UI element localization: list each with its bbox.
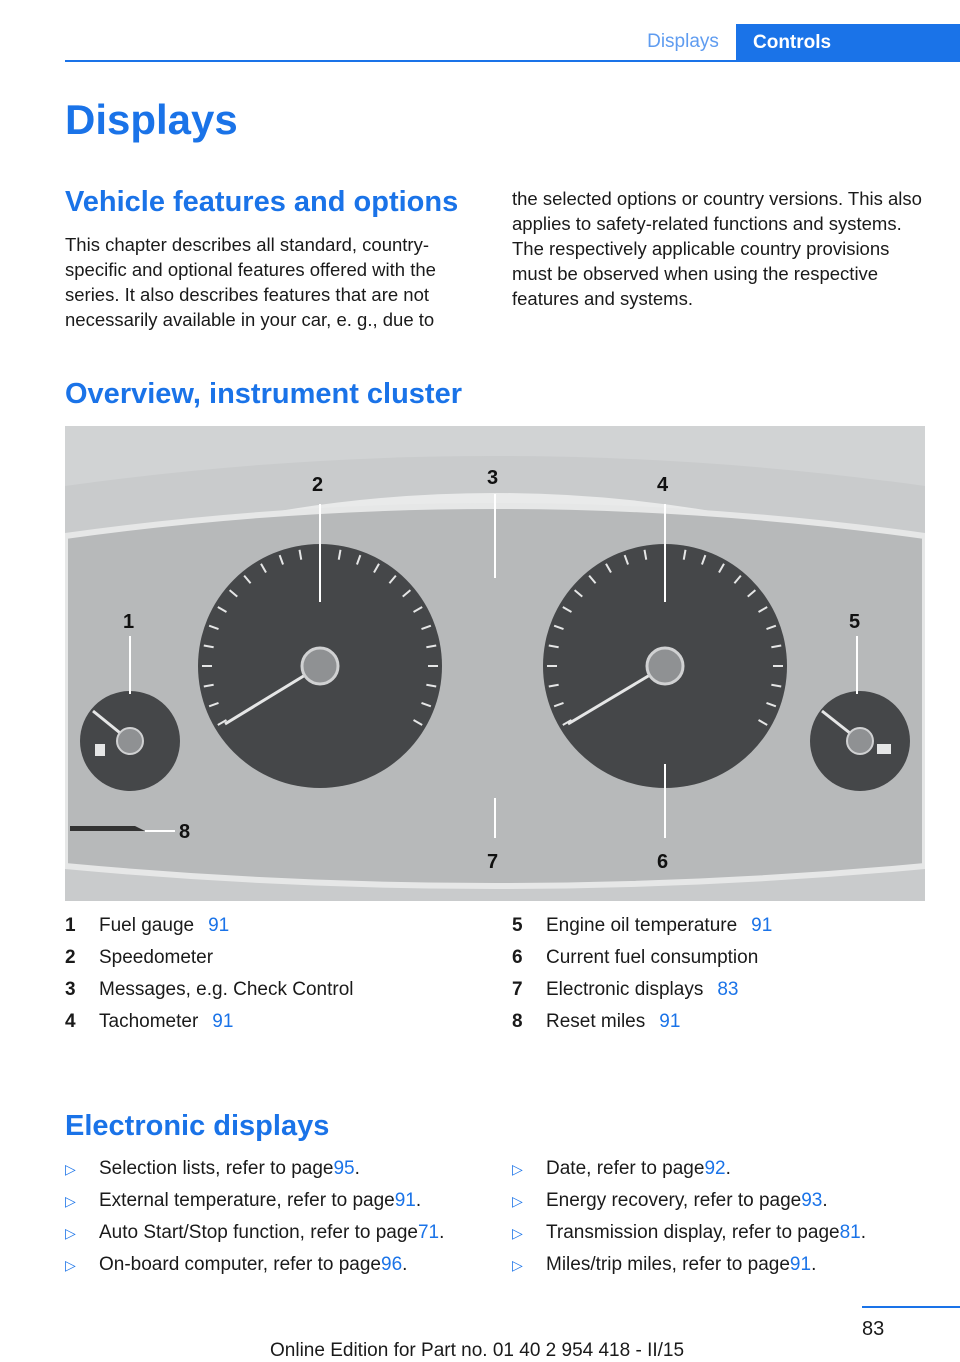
list-item: ▷ Miles/trip miles, refer to page 91 . bbox=[512, 1254, 817, 1275]
list-item: ▷ Auto Start/Stop function, refer to page 71 . bbox=[65, 1222, 445, 1243]
edition-footer: Online Edition for Part no. 01 40 2 954 418 - II/15 bbox=[270, 1340, 685, 1361]
triangle-bullet-icon: ▷ bbox=[65, 1192, 76, 1209]
legend-item: 6 Current fuel consumption bbox=[512, 947, 759, 968]
triangle-bullet-icon: ▷ bbox=[512, 1192, 523, 1209]
intro-paragraph-col2: the selected options or country versions. This also applies to safety-related functions and systems. The respectively applicable country provisions must be observed when using the respective features and systems. bbox=[512, 188, 922, 309]
bullet-list-col2 bbox=[512, 1153, 952, 1281]
triangle-bullet-icon: ▷ bbox=[65, 1160, 76, 1177]
list-item: ▷ Transmission display, refer to page 81 . bbox=[512, 1222, 866, 1243]
instrument-cluster-figure bbox=[65, 426, 925, 901]
intro-paragraph-col1: This chapter describes all standard, country-specific and optional features offered with the series. It also describes features that are not necessarily available in your car, e. g., due to bbox=[65, 234, 436, 330]
list-item: ▷ On-board computer, refer to page 96 . bbox=[65, 1254, 408, 1275]
callout-5: 5 bbox=[849, 611, 861, 633]
page-number: 83 bbox=[862, 1318, 885, 1340]
legend-item: 3 Messages, e.g. Check Control bbox=[65, 979, 354, 1000]
tab-displays[interactable]: Displays bbox=[647, 31, 719, 52]
list-item: ▷ External temperature, refer to page 91 . bbox=[65, 1190, 422, 1211]
bullet-list-col1 bbox=[65, 1153, 505, 1281]
section-heading-vehicle-features: Vehicle features and options bbox=[65, 186, 459, 218]
callout-3: 3 bbox=[487, 467, 499, 489]
callout-7: 7 bbox=[487, 851, 499, 873]
legend-item: 4 Tachometer 91 bbox=[65, 1011, 234, 1032]
triangle-bullet-icon: ▷ bbox=[512, 1224, 523, 1241]
list-item: ▷ Selection lists, refer to page 95 . bbox=[65, 1158, 360, 1179]
tab-controls[interactable]: Controls bbox=[736, 24, 960, 62]
list-item: ▷ Energy recovery, refer to page 93 . bbox=[512, 1190, 828, 1211]
section-heading-overview: Overview, instrument cluster bbox=[65, 378, 463, 410]
triangle-bullet-icon: ▷ bbox=[512, 1160, 523, 1177]
legend-item: 5 Engine oil temperature 91 bbox=[512, 915, 773, 936]
callout-2: 2 bbox=[312, 474, 324, 496]
legend-item: 2 Speedometer bbox=[65, 947, 214, 968]
triangle-bullet-icon: ▷ bbox=[65, 1224, 76, 1241]
section-heading-electronic-displays: Electronic displays bbox=[65, 1110, 330, 1142]
legend-col1 bbox=[65, 910, 485, 1038]
callout-1: 1 bbox=[123, 611, 135, 633]
list-item: ▷ Date, refer to page 92 . bbox=[512, 1158, 731, 1179]
triangle-bullet-icon: ▷ bbox=[65, 1256, 76, 1273]
legend-item: 8 Reset miles 91 bbox=[512, 1011, 681, 1032]
reset-miles-button bbox=[70, 826, 145, 831]
header-rule bbox=[65, 60, 960, 62]
oil-temperature-dial bbox=[810, 691, 910, 791]
callout-6: 6 bbox=[657, 851, 669, 873]
fuel-gauge-dial bbox=[80, 691, 180, 791]
footer-rule bbox=[862, 1306, 960, 1308]
legend-col2 bbox=[512, 910, 932, 1038]
legend-item: 1 Fuel gauge 91 bbox=[65, 915, 230, 936]
legend-item: 7 Electronic displays 83 bbox=[512, 979, 739, 1000]
triangle-bullet-icon: ▷ bbox=[512, 1256, 523, 1273]
callout-8: 8 bbox=[179, 821, 191, 843]
page-title: Displays bbox=[65, 96, 238, 143]
callout-4: 4 bbox=[657, 474, 669, 496]
